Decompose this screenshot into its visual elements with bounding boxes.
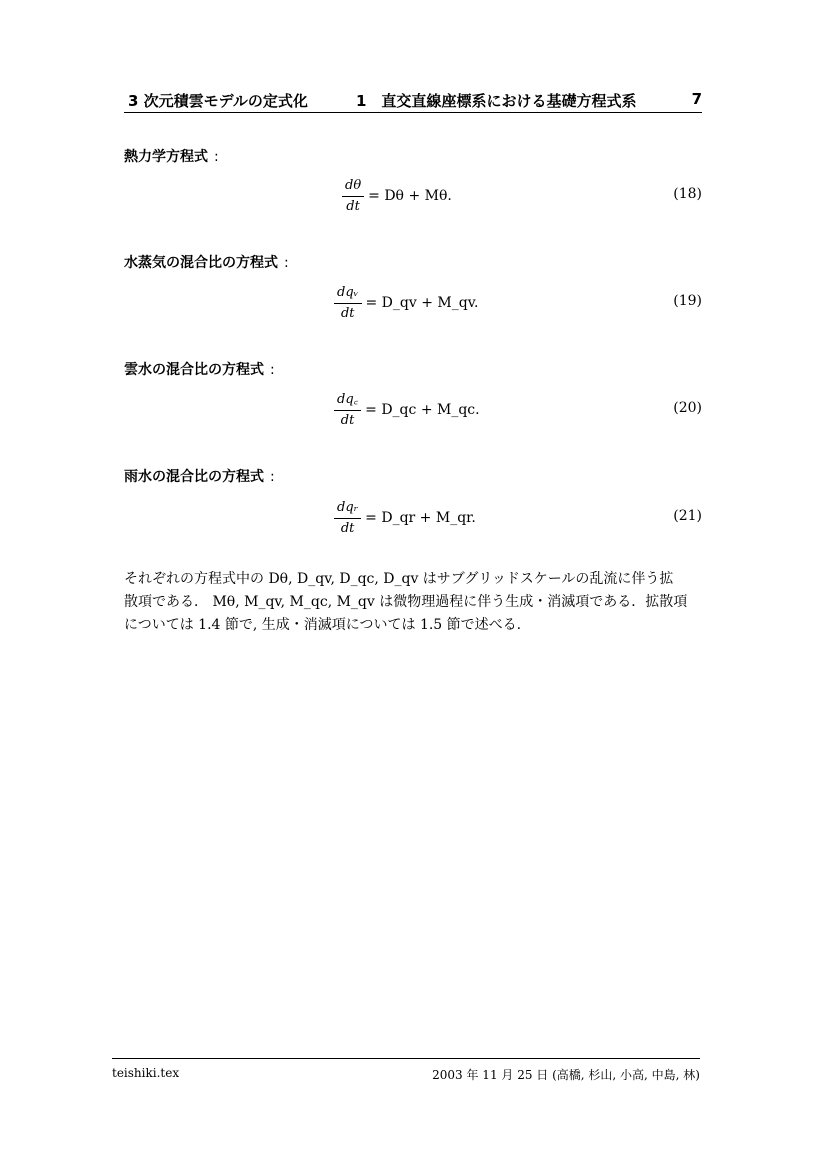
fraction-numerator: dq꜀ bbox=[334, 392, 361, 411]
equation-rhs: = D_qv + M_qv. bbox=[365, 295, 479, 311]
fraction-denominator: dt bbox=[340, 305, 355, 321]
section-title-thermodynamic bbox=[124, 146, 219, 166]
page-footer bbox=[112, 1058, 700, 1087]
equation-rhs: = Dθ + Mθ. bbox=[368, 188, 452, 204]
equation-18 bbox=[342, 172, 452, 220]
paragraph-line: については 1.4 節で, 生成・消滅項については 1.5 節で述べる. bbox=[124, 617, 522, 633]
section-title-water-vapor bbox=[124, 252, 289, 272]
section-title-text: 熱力学方程式 bbox=[124, 149, 208, 165]
section-title-colon: : bbox=[270, 469, 275, 485]
fraction-numerator: dqᵥ bbox=[334, 285, 362, 304]
footer-date-authors: 2003 年 11 月 25 日 (高橋, 杉山, 小高, 中島, 林) bbox=[432, 1068, 700, 1082]
equation-number-20: (20) bbox=[673, 400, 702, 416]
equation-fraction bbox=[342, 178, 364, 215]
section-title-rain-water bbox=[124, 466, 275, 486]
equation-20 bbox=[334, 386, 480, 434]
running-header bbox=[124, 88, 702, 113]
equation-rhs: = D_qr + M_qr. bbox=[365, 510, 476, 526]
equation-19 bbox=[334, 279, 478, 327]
equation-number-19: (19) bbox=[673, 293, 702, 309]
section-title-colon: : bbox=[214, 149, 219, 165]
header-page-number: 7 bbox=[691, 90, 702, 108]
paragraph-line: それぞれの方程式中の Dθ, D_qv, D_qc, D_qv はサブグリッドスケールの乱流に伴う拡 bbox=[124, 571, 674, 587]
fraction-numerator: dqᵣ bbox=[334, 500, 361, 519]
equation-rhs: = D_qc + M_qc. bbox=[365, 402, 480, 418]
section-title-text: 雨水の混合比の方程式 bbox=[124, 469, 264, 485]
fraction-denominator: dt bbox=[346, 198, 360, 214]
equation-fraction bbox=[334, 500, 361, 537]
header-chapter: 3 次元積雲モデルの定式化 bbox=[128, 92, 308, 110]
equation-number-21: (21) bbox=[673, 508, 702, 524]
paragraph-line: 散項である． Mθ, M_qv, M_qc, M_qv は微物理過程に伴う生成・消滅項である．拡散項 bbox=[124, 594, 688, 610]
section-title-text: 水蒸気の混合比の方程式 bbox=[124, 255, 278, 271]
body-paragraph bbox=[124, 568, 704, 637]
section-title-cloud-water bbox=[124, 359, 275, 379]
section-title-colon: : bbox=[284, 255, 289, 271]
equation-21 bbox=[334, 494, 476, 542]
equation-fraction bbox=[334, 392, 361, 429]
fraction-denominator: dt bbox=[340, 412, 355, 428]
footer-filename: teishiki.tex bbox=[112, 1066, 180, 1080]
section-title-text: 雲水の混合比の方程式 bbox=[124, 362, 264, 378]
fraction-denominator: dt bbox=[340, 520, 355, 536]
header-section: 1 直交直線座標系における基礎方程式系 bbox=[356, 92, 637, 110]
equation-fraction bbox=[334, 285, 362, 322]
section-title-colon: : bbox=[270, 362, 275, 378]
fraction-numerator: dθ bbox=[342, 178, 364, 197]
equation-number-18: (18) bbox=[673, 186, 702, 202]
